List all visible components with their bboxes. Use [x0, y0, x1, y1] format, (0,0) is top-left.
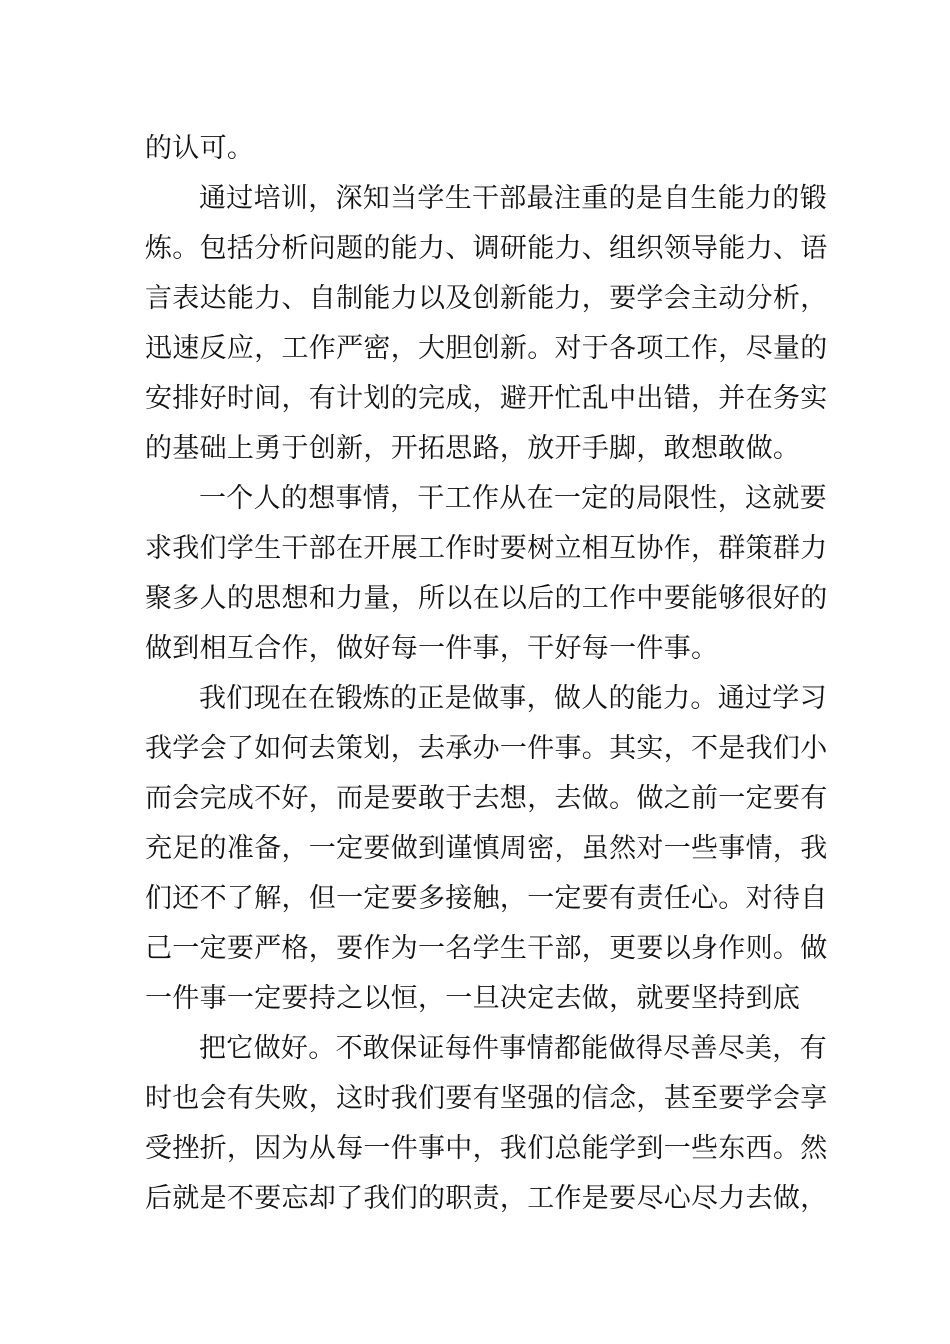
- text-line: 们还不了解，但一定要多接触，一定要有责任心。对待自: [145, 883, 828, 914]
- text-line: 受挫折，因为从每一件事中，我们总能学到一些东西。然: [145, 1133, 828, 1164]
- text-line: 的基础上勇于创新，开拓思路，放开手脚，敢想敢做。: [145, 433, 801, 464]
- text-line: 而会完成不好，而是要敢于去想，去做。做之前一定要有: [145, 783, 828, 814]
- text-line: 做到相互合作，做好每一件事，干好每一件事。: [145, 633, 719, 664]
- text-line: 充足的准备，一定要做到谨慎周密，虽然对一些事情，我: [145, 833, 828, 864]
- text-line: 聚多人的思想和力量，所以在以后的工作中要能够很好的: [145, 583, 828, 614]
- text-line: 时也会有失败，这时我们要有坚强的信念，甚至要学会享: [145, 1083, 828, 1114]
- text-line: 己一定要严格，要作为一名学生干部，更要以身作则。做: [145, 933, 828, 964]
- text-line: 把它做好。不敢保证每件事情都能做得尽善尽美，有: [199, 1033, 827, 1064]
- text-line: 炼。包括分析问题的能力、调研能力、组织领导能力、语: [145, 233, 828, 264]
- text-line: 一个人的想事情，干工作从在一定的局限性，这就要: [199, 483, 827, 514]
- text-line: 言表达能力、自制能力以及创新能力，要学会主动分析，: [145, 283, 828, 314]
- text-line: 我们现在在锻炼的正是做事，做人的能力。通过学习: [199, 683, 827, 714]
- text-line: 求我们学生干部在开展工作时要树立相互协作，群策群力: [145, 533, 828, 564]
- text-line: 我学会了如何去策划，去承办一件事。其实，不是我们小: [145, 733, 828, 764]
- text-line: 迅速反应，工作严密，大胆创新。对于各项工作，尽量的: [145, 333, 828, 364]
- text-line: 一件事一定要持之以恒，一旦决定去做，就要坚持到底: [145, 983, 801, 1014]
- text-line: 安排好时间，有计划的完成，避开忙乱中出错，并在务实: [145, 383, 828, 414]
- text-line: 的认可。: [145, 133, 255, 164]
- document-body: [145, 124, 828, 1224]
- text-line: 通过培训，深知当学生干部最注重的是自生能力的锻: [199, 183, 827, 214]
- text-line: 后就是不要忘却了我们的职责，工作是要尽心尽力去做，: [145, 1183, 828, 1214]
